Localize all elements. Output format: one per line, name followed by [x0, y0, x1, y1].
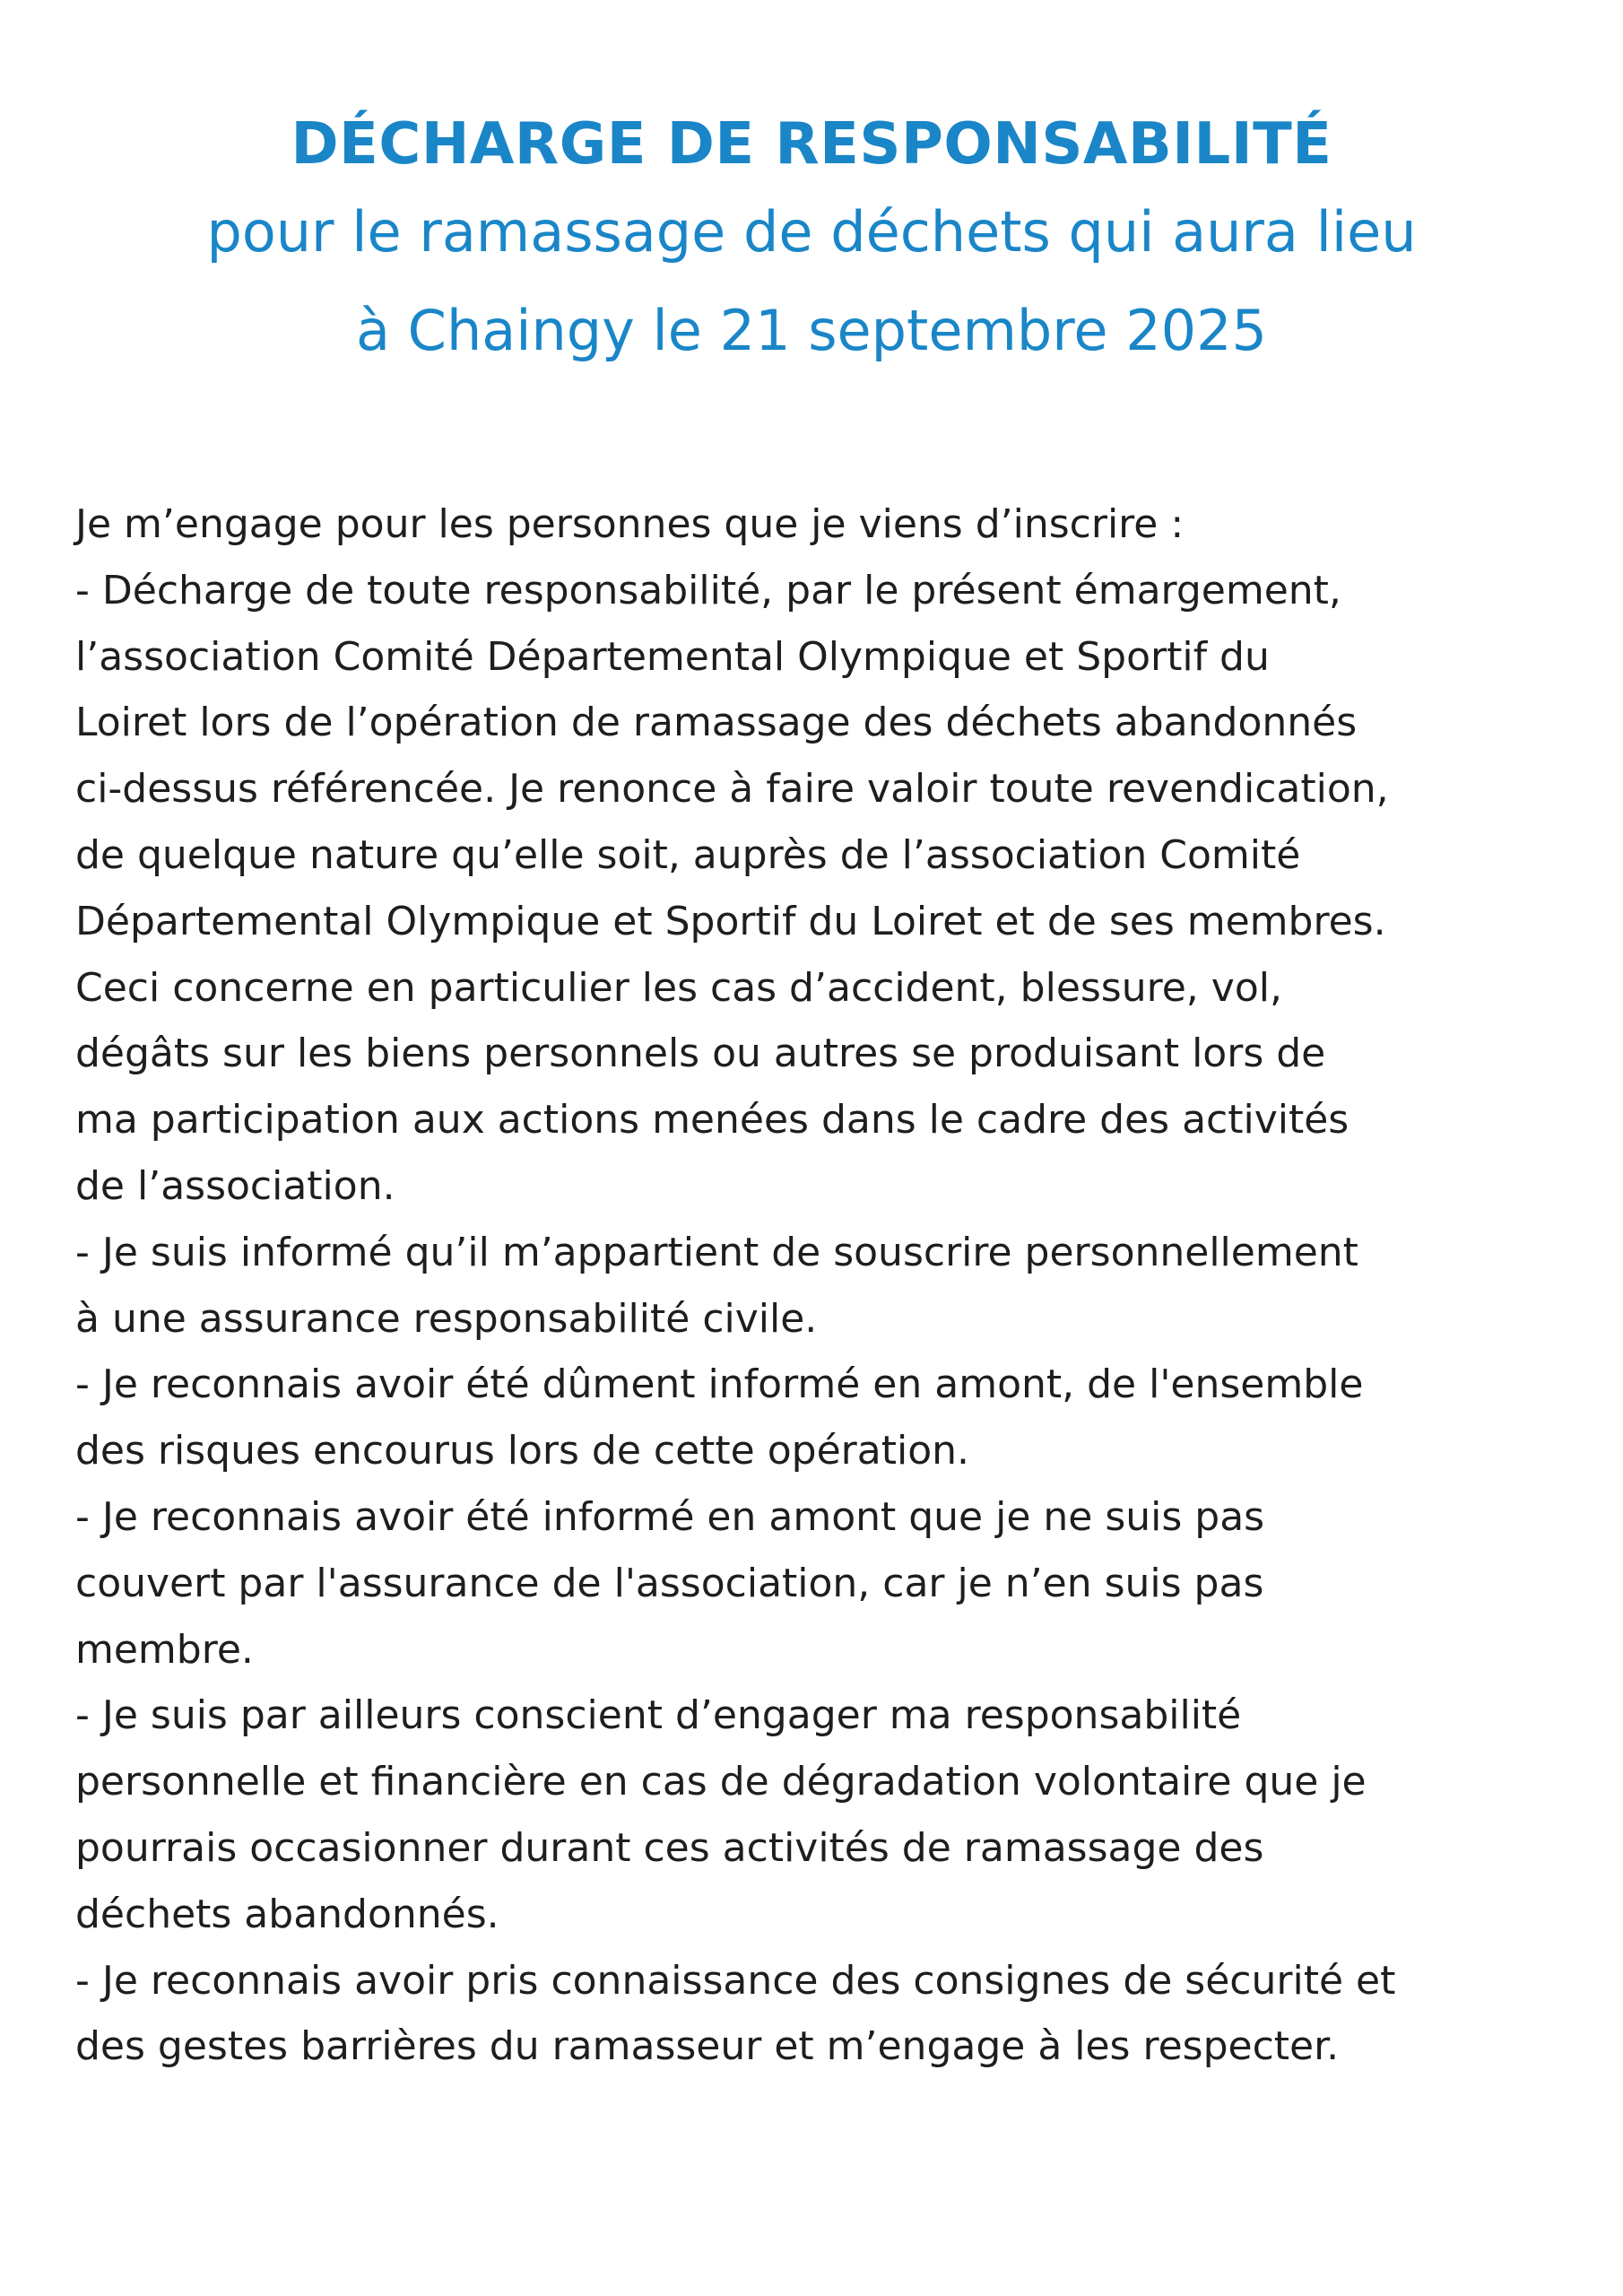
- body-line: l’association Comité Départemental Olympique et Sportif du: [75, 633, 1270, 680]
- body-line: Ceci concerne en particulier les cas d’accident, blessure, vol,: [75, 964, 1282, 1011]
- document-body: [75, 491, 1582, 2080]
- body-line: des risques encourus lors de cette opération.: [75, 1428, 969, 1474]
- body-line: personnelle et financière en cas de dégradation volontaire que je: [75, 1759, 1367, 1805]
- body-line: pourrais occasionner durant ces activités de ramassage des: [75, 1824, 1264, 1871]
- document-header: [0, 106, 1623, 380]
- body-line: couvert par l'assurance de l'association, car je n’en suis pas: [75, 1560, 1264, 1606]
- body-line: - Je reconnais avoir été informé en amont que je ne suis pas: [75, 1493, 1265, 1540]
- body-line: - Je reconnais avoir pris connaissance des consignes de sécurité et: [75, 1957, 1396, 2004]
- body-line: membre.: [75, 1626, 254, 1673]
- body-line: Départemental Olympique et Sportif du Loiret et de ses membres.: [75, 898, 1386, 944]
- document-subtitle-line-1: pour le ramassage de déchets qui aura lieu: [206, 199, 1417, 265]
- body-line: - Je reconnais avoir été dûment informé en amont, de l'ensemble: [75, 1361, 1364, 1408]
- body-line: des gestes barrières du ramasseur et m’engage à les respecter.: [75, 2023, 1340, 2070]
- body-line: ci-dessus référencée. Je renonce à faire valoir toute revendication,: [75, 766, 1389, 813]
- body-line: - Décharge de toute responsabilité, par le présent émargement,: [75, 567, 1341, 613]
- body-line: de l’association.: [75, 1162, 395, 1209]
- body-line: à une assurance responsabilité civile.: [75, 1295, 818, 1342]
- body-line: Loiret lors de l’opération de ramassage des déchets abandonnés: [75, 700, 1358, 746]
- body-line: - Je suis informé qu’il m’appartient de souscrire personnellement: [75, 1229, 1358, 1275]
- body-line: - Je suis par ailleurs conscient d’engager ma responsabilité: [75, 1692, 1242, 1739]
- body-line: déchets abandonnés.: [75, 1891, 499, 1937]
- body-line: Je m’engage pour les personnes que je viens d’inscrire :: [75, 501, 1185, 547]
- body-line: de quelque nature qu’elle soit, auprès de l’association Comité: [75, 831, 1301, 878]
- document-title: DÉCHARGE DE RESPONSABILITÉ: [291, 111, 1332, 178]
- document-subtitle-line-2: à Chaingy le 21 septembre 2025: [355, 298, 1267, 363]
- body-line: dégâts sur les biens personnels ou autres se produisant lors de: [75, 1031, 1326, 1077]
- body-line: ma participation aux actions menées dans le cadre des activités: [75, 1097, 1350, 1144]
